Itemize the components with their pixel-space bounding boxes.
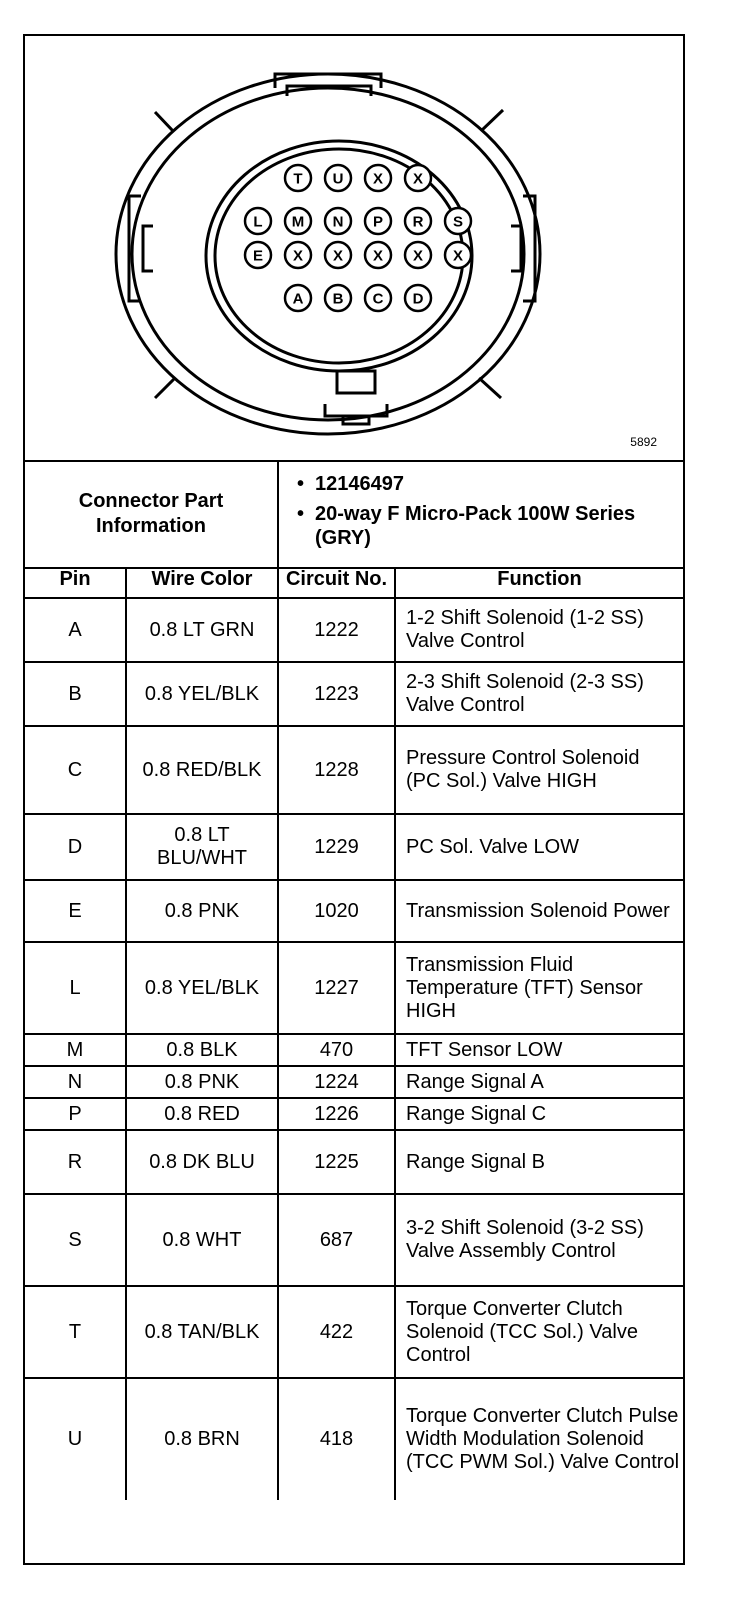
pin-cavity-label: C	[372, 290, 384, 308]
pin-cell: E	[25, 880, 126, 942]
pin-cell: D	[25, 814, 126, 880]
function-cell: Range Signal A	[395, 1066, 683, 1098]
function-cell: Torque Converter Clutch Pulse Width Modulation Solenoid (TCC PWM Sol.) Valve Control	[395, 1378, 683, 1500]
function-cell: Pressure Control Solenoid (PC Sol.) Valve HIGH	[395, 726, 683, 814]
connector-diagram	[25, 36, 683, 462]
circuit-cell: 1227	[278, 942, 395, 1034]
circuit-cell: 1229	[278, 814, 395, 880]
pin-cavity-label: A	[292, 290, 304, 308]
function-cell: Range Signal C	[395, 1098, 683, 1130]
pin-cell: U	[25, 1378, 126, 1500]
part-number: • 12146497	[293, 472, 673, 496]
function-cell: Torque Converter Clutch Solenoid (TCC Sol.) Valve Control	[395, 1286, 683, 1378]
connector-sheet	[23, 34, 685, 1565]
table-row	[25, 1034, 683, 1066]
table-row	[25, 942, 683, 1034]
figure-number: 5892	[630, 435, 657, 449]
table-row	[25, 726, 683, 814]
connector-description: • 20-way F Micro-Pack 100W Series (GRY)	[293, 502, 673, 550]
pin-cell: C	[25, 726, 126, 814]
wire-color-cell: 0.8 TAN/BLK	[126, 1286, 278, 1378]
pin-cavity-label: P	[372, 213, 384, 231]
function-cell: 3-2 Shift Solenoid (3-2 SS) Valve Assembly Control	[395, 1194, 683, 1286]
table-row	[25, 1098, 683, 1130]
pin-cavity-label: M	[291, 213, 305, 231]
wire-color-cell: 0.8 WHT	[126, 1194, 278, 1286]
table-row	[25, 880, 683, 942]
wire-color-cell: 0.8 LT BLU/WHT	[126, 814, 278, 880]
wire-color-cell: 0.8 DK BLU	[126, 1130, 278, 1194]
table-row	[25, 598, 683, 662]
pin-cavity-label: X	[412, 170, 424, 188]
circuit-cell: 1226	[278, 1098, 395, 1130]
header-function: Function	[395, 567, 683, 598]
circuit-cell: 1222	[278, 598, 395, 662]
pin-cavity-label: E	[252, 247, 264, 265]
circuit-cell: 1228	[278, 726, 395, 814]
header-wire-color: Wire Color	[126, 567, 278, 598]
pin-cavity-label: X	[372, 247, 384, 265]
pinout-table	[25, 567, 683, 1500]
pin-cavity-label: X	[412, 247, 424, 265]
function-cell: 1-2 Shift Solenoid (1-2 SS) Valve Control	[395, 598, 683, 662]
pin-cavity-label: X	[372, 170, 384, 188]
wire-color-cell: 0.8 LT GRN	[126, 598, 278, 662]
wire-color-cell: 0.8 PNK	[126, 1066, 278, 1098]
pin-cavity-label: X	[332, 247, 344, 265]
circuit-cell: 687	[278, 1194, 395, 1286]
pin-cavity-label: S	[452, 213, 464, 231]
function-cell: 2-3 Shift Solenoid (2-3 SS) Valve Control	[395, 662, 683, 726]
header-pin: Pin	[25, 567, 126, 598]
pin-cavity-label: U	[332, 170, 344, 188]
table-row	[25, 1130, 683, 1194]
wire-color-cell: 0.8 PNK	[126, 880, 278, 942]
wire-color-cell: 0.8 BLK	[126, 1034, 278, 1066]
circuit-cell: 1020	[278, 880, 395, 942]
header-circuit-no: Circuit No.	[278, 567, 395, 598]
wire-color-cell: 0.8 RED	[126, 1098, 278, 1130]
pin-cavity-label: N	[332, 213, 344, 231]
table-header-row	[25, 567, 683, 598]
circuit-cell: 470	[278, 1034, 395, 1066]
pin-cell: B	[25, 662, 126, 726]
circuit-cell: 1224	[278, 1066, 395, 1098]
function-cell: Transmission Solenoid Power	[395, 880, 683, 942]
pin-cavity-label: X	[292, 247, 304, 265]
table-row	[25, 1066, 683, 1098]
circuit-cell: 1225	[278, 1130, 395, 1194]
connector-face-drawing	[25, 36, 683, 460]
connector-part-info	[25, 460, 683, 569]
circuit-cell: 418	[278, 1378, 395, 1500]
table-row	[25, 814, 683, 880]
wire-color-cell: 0.8 BRN	[126, 1378, 278, 1500]
pin-cavity-label: D	[412, 290, 424, 308]
connector-part-list	[293, 472, 673, 556]
connector-part-label: Connector Part Information	[25, 460, 279, 567]
pin-cell: L	[25, 942, 126, 1034]
pin-cavity-label: L	[253, 213, 263, 231]
pin-cavity-label: T	[293, 170, 303, 188]
table-row	[25, 1194, 683, 1286]
pin-cavity-label: R	[412, 213, 424, 231]
table-row	[25, 1378, 683, 1500]
circuit-cell: 1223	[278, 662, 395, 726]
pin-cell: M	[25, 1034, 126, 1066]
pin-field	[245, 165, 471, 311]
circuit-cell: 422	[278, 1286, 395, 1378]
pin-cell: S	[25, 1194, 126, 1286]
wire-color-cell: 0.8 YEL/BLK	[126, 942, 278, 1034]
pin-cell: T	[25, 1286, 126, 1378]
pin-cavity-label: X	[452, 247, 464, 265]
pin-cell: R	[25, 1130, 126, 1194]
pin-cell: P	[25, 1098, 126, 1130]
pin-cell: N	[25, 1066, 126, 1098]
pin-cavity-label: B	[332, 290, 344, 308]
wire-color-cell: 0.8 YEL/BLK	[126, 662, 278, 726]
function-cell: TFT Sensor LOW	[395, 1034, 683, 1066]
function-cell: Transmission Fluid Temperature (TFT) Sensor HIGH	[395, 942, 683, 1034]
wire-color-cell: 0.8 RED/BLK	[126, 726, 278, 814]
table-row	[25, 662, 683, 726]
function-cell: Range Signal B	[395, 1130, 683, 1194]
pin-cell: A	[25, 598, 126, 662]
table-row	[25, 1286, 683, 1378]
function-cell: PC Sol. Valve LOW	[395, 814, 683, 880]
